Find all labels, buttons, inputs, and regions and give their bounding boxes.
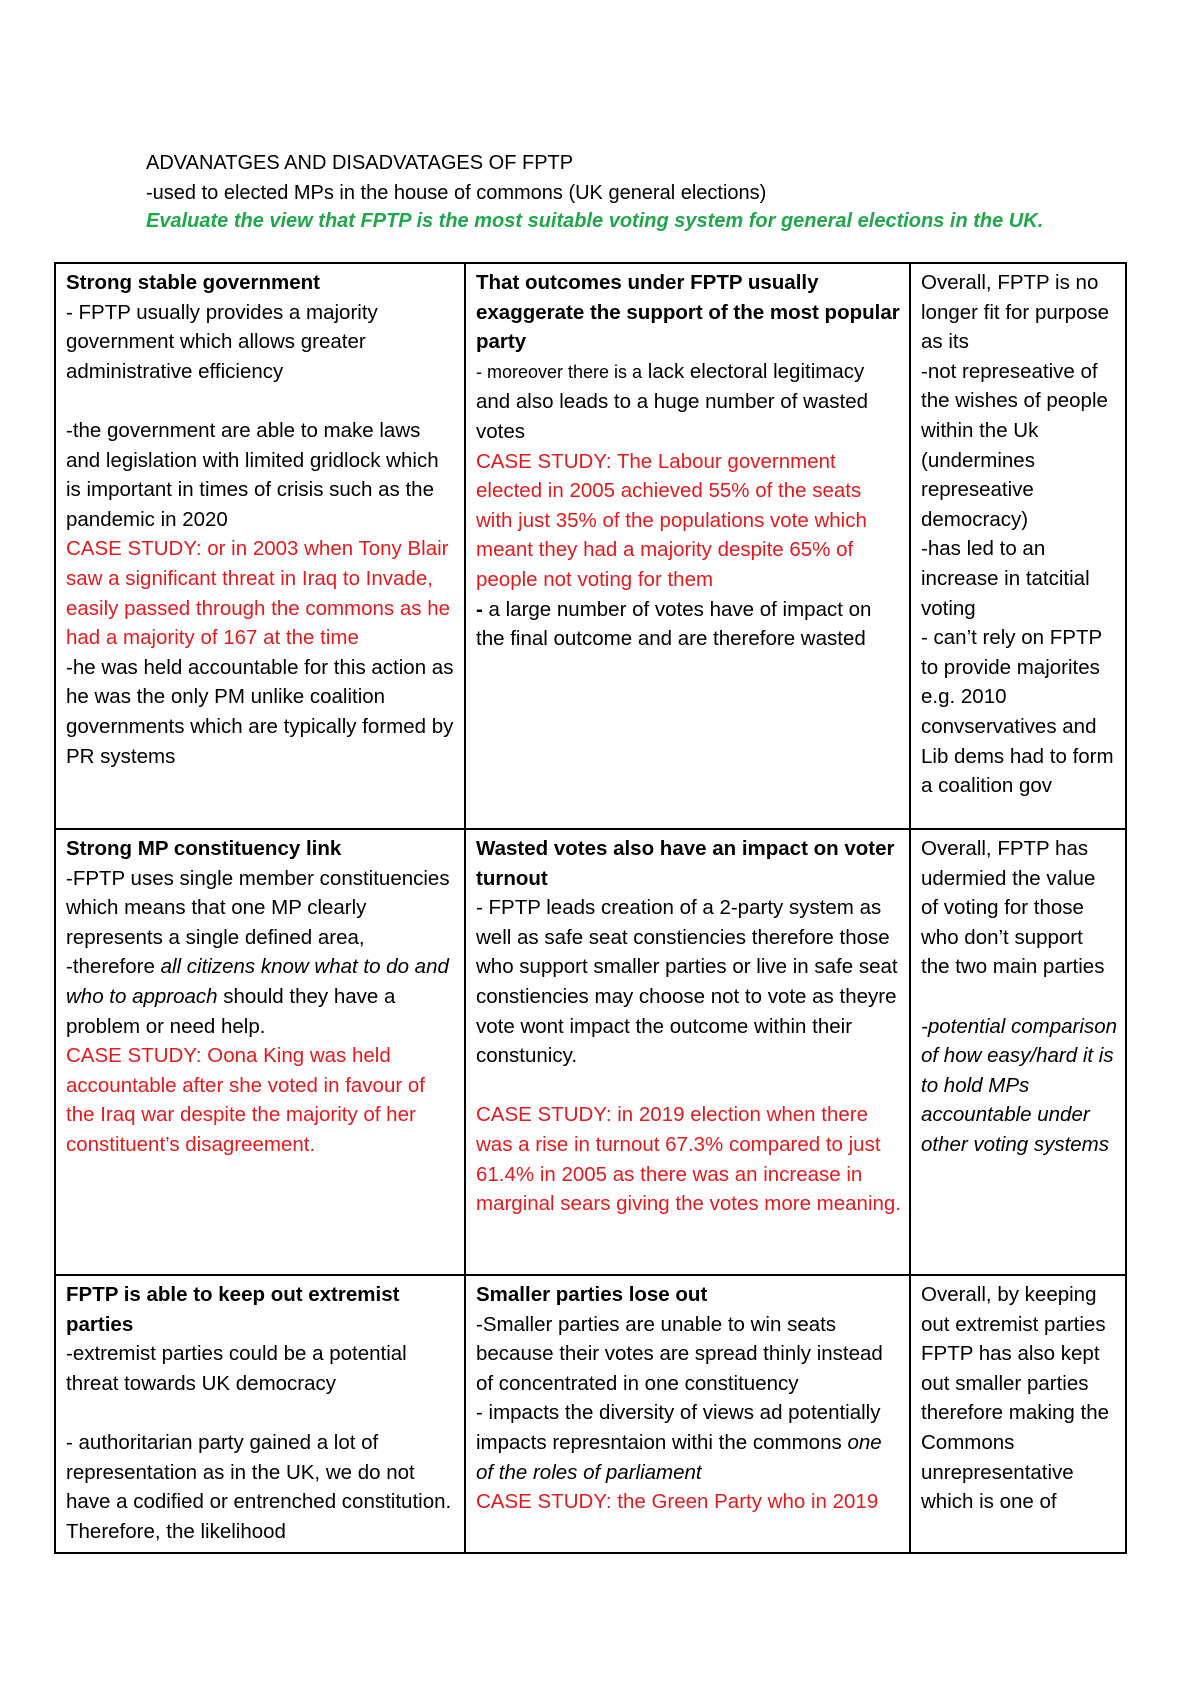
cell-title: Smaller parties lose out	[476, 1283, 708, 1306]
disadvantage-cell	[465, 1275, 910, 1553]
advantage-cell	[55, 1275, 465, 1553]
overall-cell	[910, 829, 1126, 1275]
table-row	[55, 263, 1126, 829]
spacer	[921, 982, 1117, 1012]
document-title: ADVANATGES AND DISADVATAGES OF FPTP	[146, 152, 574, 174]
cell-text: - can’t rely on FPTP to provide majorites e.g. 2010 convservatives and Lib dems had to form a coalition gov	[921, 626, 1114, 798]
case-study: CASE STUDY: or in 2003 when Tony Blair saw a significant threat in Iraq to Invade, easily passed through the commons as he had a majority of 167 at the time	[66, 537, 451, 650]
case-study: CASE STUDY: in 2019 election when there was a rise in turnout 67.3% compared to just 61.4% in 2005 as there was an increase in marginal sears giving the votes more meaning.	[476, 1103, 902, 1216]
cell-text: -Smaller parties are unable to win seats because their votes are spread thinly instead of concentrated in one constituency	[476, 1312, 883, 1395]
cell-text: - FPTP leads creation of a 2-party system as well as safe seat constiencies therefore those who support smaller parties or live in safe seat constiencies may choose not to vote as theyre vote wont impact the outcome within their constunicy.	[476, 896, 898, 1068]
overall-cell	[910, 263, 1126, 829]
case-study: CASE STUDY: Oona King was held accountable after she voted in favour of the Iraq war despite the majority of her constituent’s disagreement.	[66, 1044, 425, 1156]
cell-title: Strong MP constituency link	[66, 837, 342, 860]
cell-text: Overall, FPTP is no longer fit for purpose as its	[921, 271, 1110, 354]
cell-title: Wasted votes also have an impact on voter turnout	[476, 837, 895, 890]
advantage-cell	[55, 263, 465, 829]
cell-text-italic: -potential comparison of how easy/hard it is to hold MPs accountable under other voting systems	[921, 1014, 1117, 1156]
document-subtitle: -used to elected MPs in the house of commons (UK general elections)	[146, 182, 767, 204]
spacer	[66, 386, 456, 416]
fptp-table	[54, 262, 1127, 1554]
cell-text: - FPTP usually provides a majority government which allows greater administrative efficiency	[66, 300, 378, 383]
cell-text-part: -therefore	[66, 955, 161, 979]
case-study: CASE STUDY: The Labour government elected in 2005 achieved 55% of the seats with just 35% of the populations vote which meant they had a majority despite 65% of people not voting for them	[476, 449, 867, 591]
cell-text-small: - moreover there is a	[476, 361, 643, 382]
cell-text: -not represeative of the wishes of people within the Uk (undermines represeative democracy)	[921, 359, 1108, 531]
cell-text: -the government are able to make laws and legislation with limited gridlock which is important in times of crisis such as the pandemic in 2020	[66, 418, 439, 531]
table-row	[55, 1275, 1126, 1553]
cell-text: -FPTP uses single member constituencies which means that one MP clearly represents a single defined area,	[66, 866, 450, 949]
advantage-cell	[55, 829, 465, 1275]
cell-title: FPTP is able to keep out extremist parties	[66, 1283, 400, 1336]
cell-title: That outcomes under FPTP usually exaggerate the support of the most popular party	[476, 271, 900, 354]
table-row	[55, 829, 1126, 1275]
cell-text: - authoritarian party gained a lot of representation as in the UK, we do not have a codified or entrenched constitution. Therefore, the likelihood	[66, 1430, 452, 1543]
cell-text-part: - impacts the diversity of views ad potentially impacts represntaion withi the commons	[476, 1401, 881, 1454]
cell-text: -he was held accountable for this action as he was the only PM unlike coalition governments which are typically formed by PR systems	[66, 655, 454, 768]
cell-text: Overall, by keeping out extremist parties FPTP has also kept out smaller parties therefore making the Commons unrepresentative which is one of	[921, 1283, 1110, 1514]
cell-text-part: should they have a problem or need help.	[66, 984, 396, 1038]
cell-text: -extremist parties could be a potential threat towards UK democracy	[66, 1342, 407, 1395]
cell-text-italic: one of the roles of parliament	[476, 1430, 882, 1484]
cell-title: Strong stable government	[66, 271, 321, 294]
cell-text: -has led to an increase in tatcitial voting	[921, 537, 1090, 620]
cell-text	[66, 952, 456, 1041]
cell-text-italic: all citizens know what to do and who to approach	[66, 955, 449, 1008]
overall-cell	[910, 1275, 1126, 1553]
cell-text-part: a large number of votes have of impact on the final outcome and are therefore wasted	[476, 597, 872, 651]
disadvantage-cell	[465, 263, 910, 829]
spacer	[66, 1398, 456, 1428]
cell-text-part: lack electoral legitimacy and also leads to a huge number of wasted votes	[476, 359, 869, 443]
cell-text: Overall, FPTP has udermied the value of voting for those who don’t support the two main parties	[921, 837, 1105, 979]
cell-text	[476, 357, 901, 447]
cell-text	[476, 1398, 901, 1487]
case-study: CASE STUDY: the Green Party who in 2019	[476, 1490, 879, 1514]
disadvantage-cell	[465, 829, 910, 1275]
bullet-dash: -	[476, 597, 483, 621]
cell-text	[476, 595, 901, 654]
spacer	[476, 1071, 901, 1101]
essay-question: Evaluate the view that FPTP is the most suitable voting system for general elections in the UK.	[146, 210, 1044, 232]
